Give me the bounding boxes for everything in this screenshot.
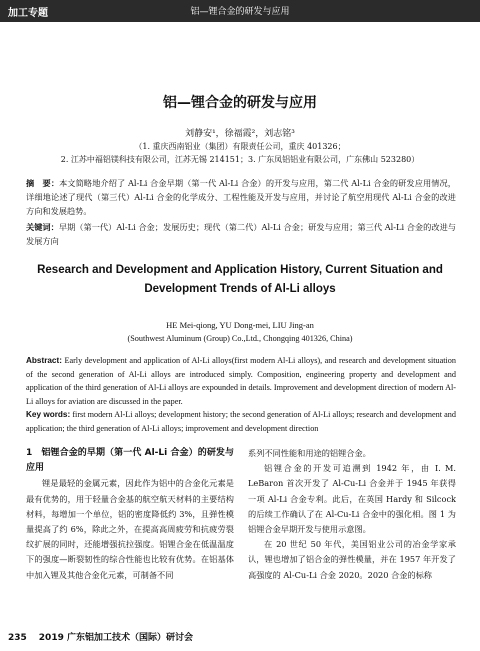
body-column-left [26,446,234,583]
body-paragraph-right-1: 系列不同性能和用途的铝锂合金。 [248,448,371,458]
authors-cn: 刘静安¹，徐福霞²，刘志铭³ [185,129,295,139]
affiliation-en: (Southwest Aluminum (Group) Co.,Ltd., Chongqing 401326, China) [127,334,353,343]
abstract-cn-text: 本文简略地介绍了 Al-Li 合金早期（第一代 Al-Li 合金）的开发与应用，第二代 Al-Li 合金的研发应用情况，详细地论述了现代（第三代）Al-Li 合金的化学成分、工程性能及开发与应用，并讨论了航空用现代 Al-Li 合金的改进方向和发展趋势。 [26,178,456,216]
body-paragraph-left: 锂是最轻的金属元素，因此作为铝中的合金化元素是最有优势的，用于轻量合金基的航空航天材料的主要结构材料，每增加一个单位，铝的密度降低约 3%，且弹性模量提高了约 6%，除此之外，在提高高周疲劳和抗疲劳裂纹扩展的同时，还能增强抗拉强度。铝锂合金在低温温度下的强度—断裂韧性的综合性能也比较有优势。在铝基体中加入锂及其他合金化元素，可制备不同 [26,478,234,580]
paper-title-en-line-1: Research and Development and Application History, Current Situation and [37,264,443,276]
affiliation-cn-line-1: （1. 重庆西南铝业（集团）有限责任公司，重庆 401326； [134,142,346,151]
body-column-right [248,446,456,583]
keywords-en-text: first modern Al-Li alloys; development history; the second generation of Al-Li alloys; research and development and application; the third generation of Al-Li alloys; improvement and development direction [26,410,456,433]
paper-title-en-line-2: Development Trends of Al-Li alloys [144,283,336,295]
keywords-cn-label: 关键词： [26,222,59,232]
page-number: 235 [8,633,27,643]
abstract-en-text: Early development and application of Al-Li alloys(first modern Al-Li alloys), and research and development situation of the second generation of Al-Li alloys are introduced simply. Composition, engineering property and development and application of the third generation of Al-Li alloys are expounded in details. Improvement and development direction of modern Al-Li alloys for aviation are discussed in the paper. [26,356,456,406]
page-footer [8,630,193,643]
body-paragraph-right-2: 铝锂合金的开发可追溯到 1942 年，由 I. M. LeBaron 首次开发了 Al-Cu-Li 合金并于 1945 年获得一项 Al-Li 合金专利。此后，在英国 Hardy 和 Silcock 的后续工作确认了在 Al-Cu-Li 合金中的强化相。图 1 为铝锂合金早期开发与使用示意图。 [248,463,456,535]
abstract-cn [26,176,456,218]
abstract-cn-label: 摘 要： [26,178,60,188]
keywords-en-label: Key words: [26,410,71,419]
abstract-en [26,354,456,408]
authors-en: HE Mei-qiong, YU Dong-mei, LIU Jing-an [166,320,314,330]
keywords-cn [26,220,456,248]
header-section-label: 加工专题 [8,8,48,19]
body-paragraph-right-3: 在 20 世纪 50 年代，美国铝业公司的冶金学家承认，锂也增加了铝合金的弹性模量，并在 1957 年开发了高强度的 Al-Cu-Li 合金 2020。2020 合金的标称 [248,539,456,580]
section-heading-1: 1 铝锂合金的早期（第一代 Al-Li 合金）的研发与应用 [26,448,234,474]
keywords-cn-text: 早期（第一代）Al-Li 合金；发展历史；现代（第二代）Al-Li 合金；研发与应用；第三代 Al-Li 合金的改进与发展方向 [26,222,456,246]
affiliation-cn-line-2: 2. 江苏中福铝镁科技有限公司，江苏无锡 214151；3. 广东凤铝铝业有限公司，广东佛山 523280） [60,155,420,164]
conference-name: 2019 广东铝加工技术（国际）研讨会 [38,633,193,643]
paper-title-cn: 铝—锂合金的研发与应用 [163,95,317,111]
header-running-title: 铝—锂合金的研发与应用 [190,7,290,17]
abstract-en-label: Abstract: [26,356,62,365]
page-header [0,0,480,22]
keywords-en [26,408,456,435]
